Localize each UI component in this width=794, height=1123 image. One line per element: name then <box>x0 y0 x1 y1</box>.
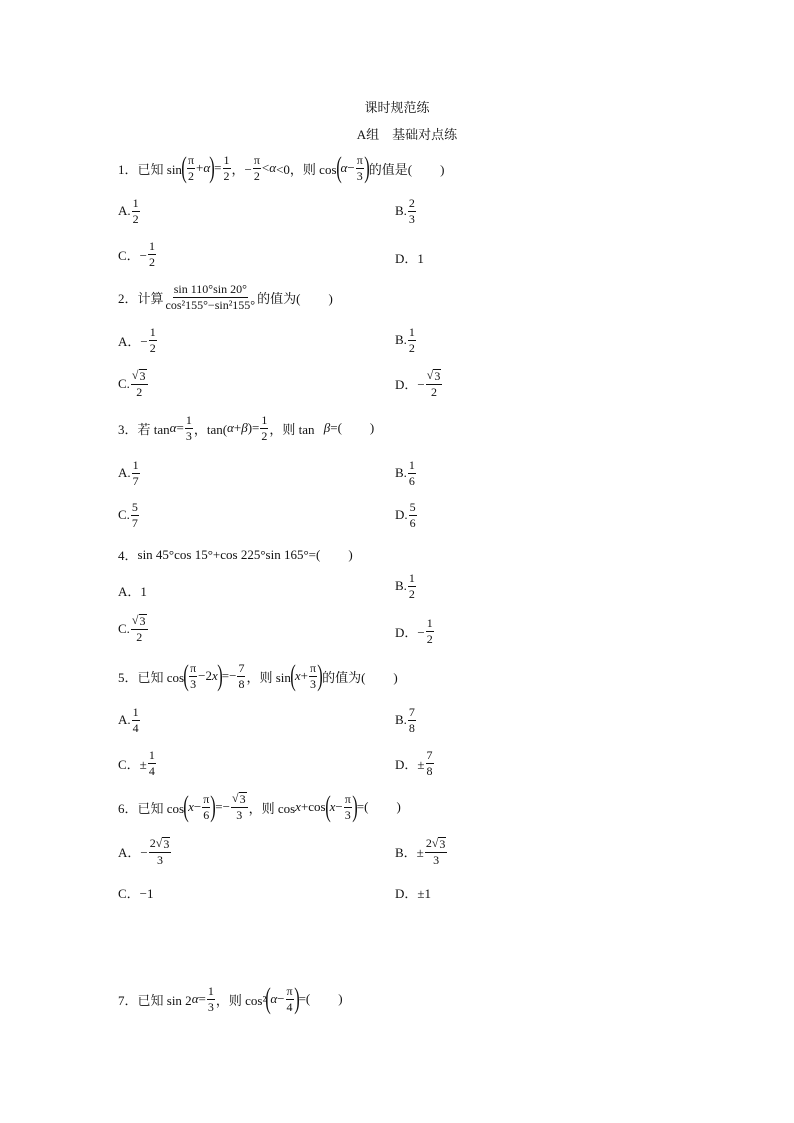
option-3d[interactable]: D. $\frac{5}{6}$ <box>395 500 416 530</box>
page-title: 课时规范练 <box>364 100 430 115</box>
question-2: 2． 计算 $\frac{\sin 110^\circ\sin 20^\circ}{\text{cos²155°−sin²155°}}$ 的值为( ) <box>118 282 333 312</box>
question-1: 1． 已知 sin ( $\frac{\pi}{2}$ + α ) = $\frac{1}{2}$ ，− $\frac{\pi}{2}$ < α <0，则 cos ( α − $\frac{\pi}{3}$ ) 的值是( ) <box>118 151 445 184</box>
option-6a[interactable]: A．− 2√ 3 3 <box>118 836 170 867</box>
option-5b[interactable]: B. $\frac{7}{8}$ <box>395 705 415 735</box>
option-4d[interactable]: D．− $\frac{1}{2}$ <box>395 616 433 646</box>
option-1d[interactable]: D．1 <box>395 251 424 266</box>
question-number: 6． <box>118 800 138 816</box>
option-3b[interactable]: B. $\frac{1}{6}$ <box>395 458 415 488</box>
option-6c[interactable]: C．−1 <box>118 886 154 901</box>
option-2d[interactable]: D．− √ 3 2 <box>395 368 441 399</box>
option-2c[interactable]: C. √ 3 2 <box>118 368 146 399</box>
option-1b[interactable]: B. $\frac{2}{3}$ <box>395 196 415 226</box>
option-1c[interactable]: C．− $\frac{1}{2}$ <box>118 239 156 269</box>
question-number: 4． <box>118 548 138 563</box>
question-7: 7． 已知 sin 2 α = $\frac{1}{3}$ ，则 cos² ( α − $\frac{\pi}{4}$ ) =( ) <box>118 982 343 1015</box>
question-number: 5． <box>118 669 138 685</box>
question-3: 3． 若 tan α = $\frac{1}{3}$ ，tan( α + β )= $\frac{1}{2}$ ，则 tan β =( ) <box>118 413 375 443</box>
question-4: 4． sin 45°cos 15°+cos 225°sin 165°=( ) <box>118 546 353 563</box>
option-6b[interactable]: B．± 2√ 3 3 <box>395 836 446 867</box>
option-3a[interactable]: A. $\frac{1}{7}$ <box>118 458 139 488</box>
option-2b[interactable]: B. $\frac{1}{2}$ <box>395 325 415 355</box>
question-5: 5． 已知 cos ( $\frac{\pi}{3}$ −2 x ) =− $\frac{7}{8}$ ，则 sin ( x + $\frac{\pi}{3}$ ) 的值为( ) <box>118 659 398 692</box>
question-6: 6． 已知 cos ( x − $\frac{\pi}{6}$ ) =− √ 3 3 ，则 cos x +cos ( x − $\frac{\pi}{3}$ ) =( ) <box>118 790 401 823</box>
question-number: 2． <box>118 290 138 306</box>
question-number: 1． <box>118 161 138 177</box>
option-2a[interactable]: A．− $\frac{1}{2}$ <box>118 325 156 355</box>
question-number: 3． <box>118 421 138 437</box>
option-1a[interactable]: A. $\frac{1}{2}$ <box>118 196 139 226</box>
option-4c[interactable]: C. √ 3 2 <box>118 613 146 644</box>
section-heading: A组 基础对点练 <box>356 127 458 142</box>
option-6d[interactable]: D．±1 <box>395 886 432 901</box>
option-4b[interactable]: B. $\frac{1}{2}$ <box>395 571 415 601</box>
option-3c[interactable]: C. $\frac{5}{7}$ <box>118 500 138 530</box>
option-4a[interactable]: A．1 <box>118 584 147 599</box>
option-5d[interactable]: D．± $\frac{7}{8}$ <box>395 748 433 778</box>
option-5a[interactable]: A. $\frac{1}{4}$ <box>118 705 139 735</box>
question-number: 7． <box>118 992 138 1008</box>
option-5c[interactable]: C．± $\frac{1}{4}$ <box>118 748 155 778</box>
